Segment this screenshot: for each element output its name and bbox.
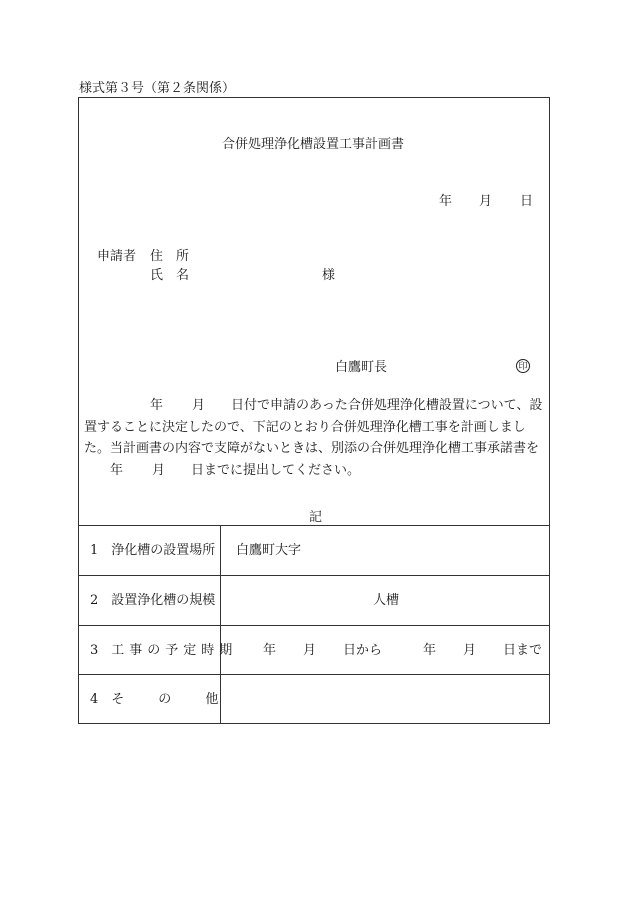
body-line3: た。当計画書の内容で支障がないときは、別添の合併処理浄化槽工事承諾書を xyxy=(84,441,540,456)
table-row-3-year1: 年 xyxy=(263,643,277,658)
table-row-3-month1: 月 xyxy=(303,643,317,658)
table-top-border xyxy=(78,525,550,526)
table-row-divider xyxy=(78,674,550,675)
table-row-3-until: 日まで xyxy=(503,643,543,658)
seal-icon: 印 xyxy=(516,359,530,373)
table-row-1-value: 白鷹町大字 xyxy=(236,543,302,558)
body-year: 年 xyxy=(150,398,164,413)
name-label: 氏 名 xyxy=(150,268,190,283)
issuer-name: 白鷹町長 xyxy=(335,360,388,375)
body-paragraph xyxy=(84,395,546,481)
table-row-4-label: 4 そ の 他 xyxy=(90,692,219,707)
body-line4-year: 年 xyxy=(110,462,124,478)
table-row-2-value: 人槽 xyxy=(373,593,400,608)
honorific-sama: 様 xyxy=(322,268,336,283)
table-row-3-year2: 年 xyxy=(423,643,437,658)
address-label: 住 所 xyxy=(150,249,190,264)
applicant-label: 申請者 xyxy=(97,249,137,264)
ki-label: 記 xyxy=(309,510,323,525)
form-number: 様式第３号（第２条関係） xyxy=(79,81,236,96)
body-line4-month: 月 xyxy=(152,462,166,478)
table-row-3-label: 3 工事の予定時期 xyxy=(90,643,238,658)
table-row-divider xyxy=(78,575,550,576)
date-day-label: 日 xyxy=(520,194,534,209)
table-row-1-label: 1 浄化槽の設置場所 xyxy=(90,543,216,558)
date-year-label: 年 xyxy=(439,194,453,209)
body-line1: 日付で申請のあった合併処理浄化槽設置について、設 xyxy=(231,398,543,413)
table-column-divider xyxy=(220,525,221,724)
body-line2: 置することに決定したので、下記のとおり合併処理浄化槽工事を計画しまし xyxy=(84,419,526,435)
table-row-2-label: 2 設置浄化槽の規模 xyxy=(90,593,216,608)
date-month-label: 月 xyxy=(479,194,493,209)
table-row-divider xyxy=(78,625,550,626)
body-month: 月 xyxy=(192,398,206,413)
document-title: 合併処理浄化槽設置工事計画書 xyxy=(222,137,405,152)
table-row-3-from: 日から xyxy=(343,643,383,658)
body-line4: 日までに提出してください。 xyxy=(191,462,361,478)
table-row-3-month2: 月 xyxy=(463,643,477,658)
